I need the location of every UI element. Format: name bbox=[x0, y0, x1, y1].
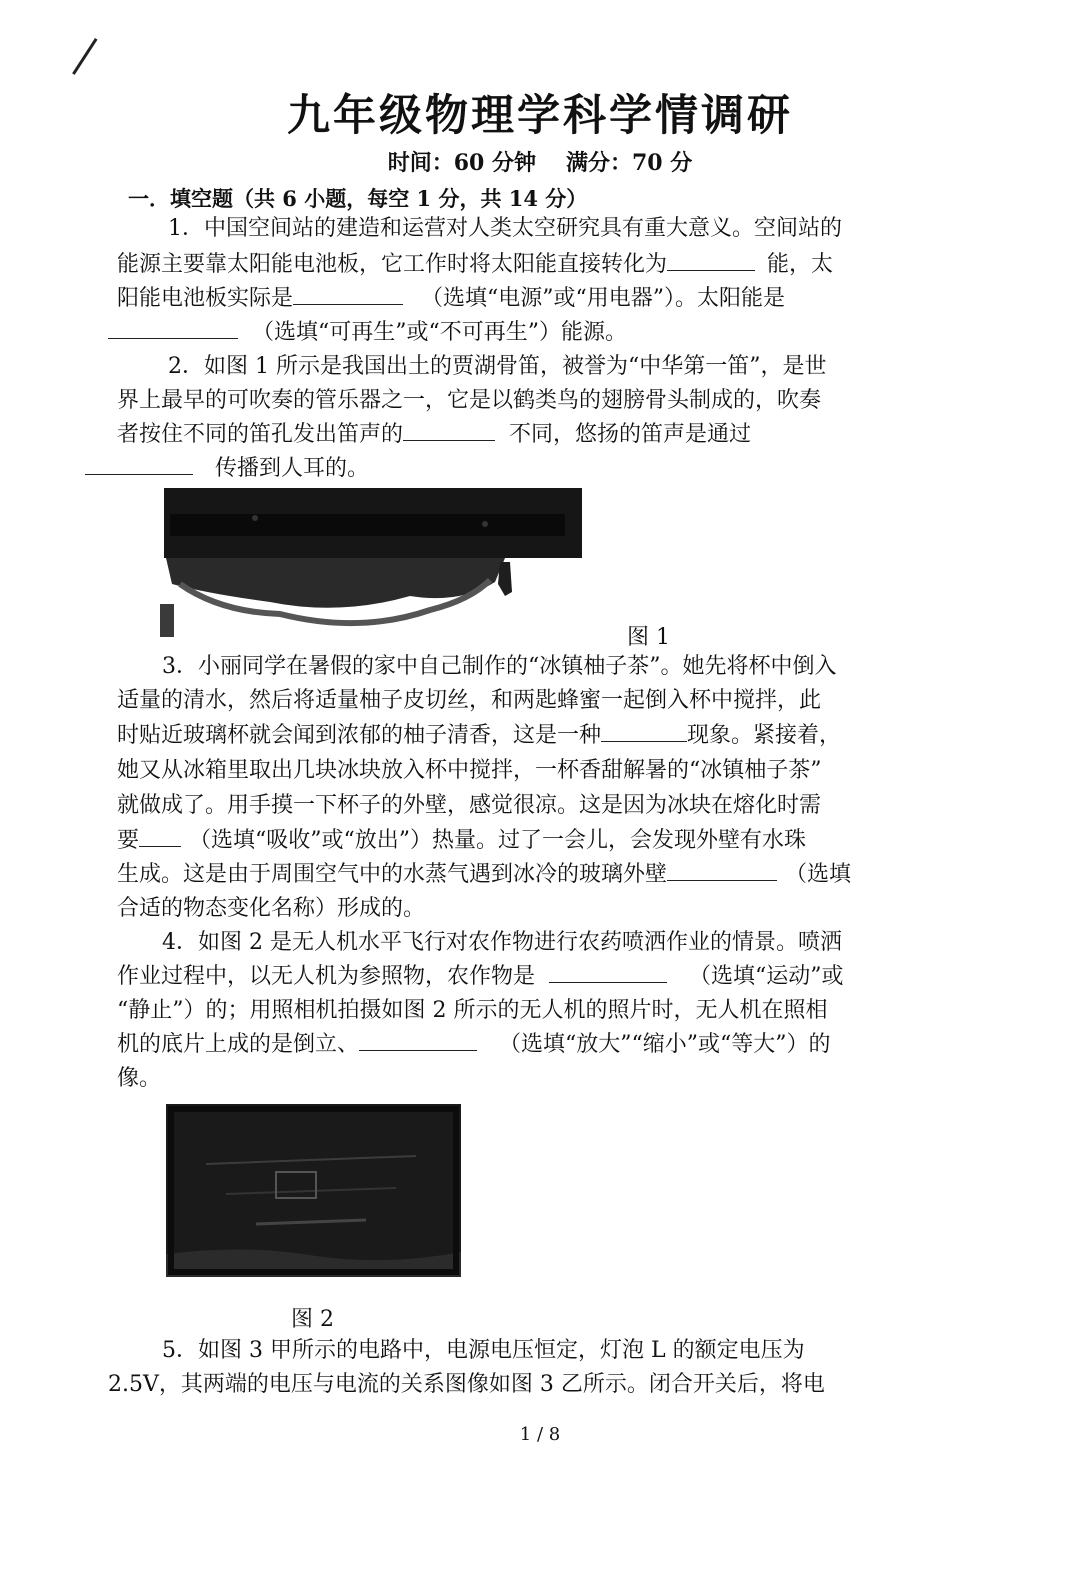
q3-text: 生成。这是由于周围空气中的水蒸气遇到冰冷的玻璃外壁 bbox=[117, 862, 668, 887]
q3-text: （选填 bbox=[785, 862, 852, 887]
q1-line2 bbox=[117, 250, 833, 280]
q3-line1: 3．小丽同学在暑假的家中自己制作的“冰镇柚子茶”。她先将杯中倒入 bbox=[162, 654, 837, 679]
q3-line8: 合适的物态变化名称）形成的。 bbox=[117, 896, 426, 921]
q4-line1: 4．如图 2 是无人机水平飞行对农作物进行农药喷洒作业的情景。喷洒 bbox=[162, 930, 842, 955]
q2-text: 传播到人耳的。 bbox=[215, 456, 370, 481]
q4-line2 bbox=[117, 962, 844, 992]
bone-flute-image bbox=[160, 484, 585, 637]
answer-blank[interactable] bbox=[293, 284, 403, 305]
q3-text: （选填“吸收”或“放出”）热量。过了一会儿，会发现外壁有水珠 bbox=[189, 828, 807, 853]
q4-text: （选填“放大”“缩小”或“等大”）的 bbox=[499, 1032, 831, 1057]
q3-text: 时贴近玻璃杯就会闻到浓郁的柚子清香，这是一种 bbox=[117, 723, 602, 748]
q3-text: 现象。紧接着， bbox=[687, 723, 842, 748]
q2-text: 不同，悠扬的笛声是通过 bbox=[509, 422, 752, 447]
answer-blank[interactable] bbox=[139, 826, 181, 847]
q5-line1: 5．如图 3 甲所示的电路中，电源电压恒定，灯泡 L 的额定电压为 bbox=[162, 1338, 805, 1363]
answer-blank[interactable] bbox=[667, 250, 755, 271]
answer-blank[interactable] bbox=[601, 721, 687, 742]
q3-line7 bbox=[117, 860, 851, 890]
drone-image bbox=[166, 1104, 461, 1277]
q1-text: （选填“电源”或“用电器”）。太阳能是 bbox=[421, 286, 786, 311]
q3-line5: 就做成了。用手摸一下杯子的外壁，感觉很凉。这是因为冰块在熔化时需 bbox=[117, 793, 822, 818]
answer-blank[interactable] bbox=[85, 454, 193, 475]
q4-text: 机的底片上成的是倒立、 bbox=[117, 1032, 360, 1057]
q4-line5: 像。 bbox=[117, 1066, 162, 1091]
q3-line4: 她又从冰箱里取出几块冰块放入杯中搅拌，一杯香甜解暑的“冰镇柚子茶” bbox=[117, 758, 822, 783]
q4-text: （选填“运动”或 bbox=[689, 964, 844, 989]
pen-stroke-mark bbox=[72, 38, 97, 75]
figure1-caption: 图 1 bbox=[627, 625, 670, 650]
q2-line1: 2．如图 1 所示是我国出土的贾湖骨笛，被誉为“中华第一笛”，是世 bbox=[168, 354, 827, 379]
answer-blank[interactable] bbox=[549, 962, 667, 983]
q3-line2: 适量的清水，然后将适量柚子皮切丝，和两匙蜂蜜一起倒入杯中搅拌，此 bbox=[117, 688, 822, 713]
q4-line4 bbox=[117, 1030, 831, 1060]
q1-text: （选填“可再生”或“不可再生”）能源。 bbox=[252, 320, 627, 345]
section-heading: 一．填空题（共 6 小题，每空 1 分，共 14 分） bbox=[128, 186, 588, 211]
exam-full-marks: 满分：70 分 bbox=[566, 150, 693, 176]
q3-line6 bbox=[117, 826, 806, 856]
q2-text: 者按住不同的笛孔发出笛声的 bbox=[117, 422, 404, 447]
answer-blank[interactable] bbox=[359, 1030, 477, 1051]
exam-meta bbox=[0, 146, 1080, 177]
answer-blank[interactable] bbox=[667, 860, 777, 881]
figure2-caption: 图 2 bbox=[291, 1307, 334, 1332]
page-number: 1 / 8 bbox=[519, 1424, 561, 1445]
q2-line4 bbox=[85, 454, 369, 484]
exam-time: 时间：60 分钟 bbox=[387, 150, 536, 176]
q4-text: 作业过程中，以无人机为参照物，农作物是 bbox=[117, 964, 536, 989]
q1-line4 bbox=[108, 318, 627, 348]
page-title: 九年级物理学科学情调研 bbox=[287, 91, 793, 141]
q3-line3 bbox=[117, 721, 841, 751]
answer-blank[interactable] bbox=[108, 318, 238, 339]
q1-text: 能，太 bbox=[767, 252, 834, 277]
q2-line3 bbox=[117, 420, 751, 450]
q5-line2: 2.5V，其两端的电压与电流的关系图像如图 3 乙所示。闭合开关后，将电 bbox=[108, 1372, 825, 1397]
q2-line2: 界上最早的可吹奏的管乐器之一，它是以鹤类鸟的翅膀骨头制成的，吹奏 bbox=[117, 388, 822, 413]
q1-text: 阳能电池板实际是 bbox=[117, 286, 294, 311]
q1-line1: 1．中国空间站的建造和运营对人类太空研究具有重大意义。空间站的 bbox=[168, 216, 842, 241]
q3-text: 要 bbox=[117, 828, 140, 853]
q4-line3: “静止”）的；用照相机拍摄如图 2 所示的无人机的照片时，无人机在照相 bbox=[117, 998, 828, 1023]
q1-text: 能源主要靠太阳能电池板，它工作时将太阳能直接转化为 bbox=[117, 252, 668, 277]
answer-blank[interactable] bbox=[403, 420, 495, 441]
q1-line3 bbox=[117, 284, 785, 314]
